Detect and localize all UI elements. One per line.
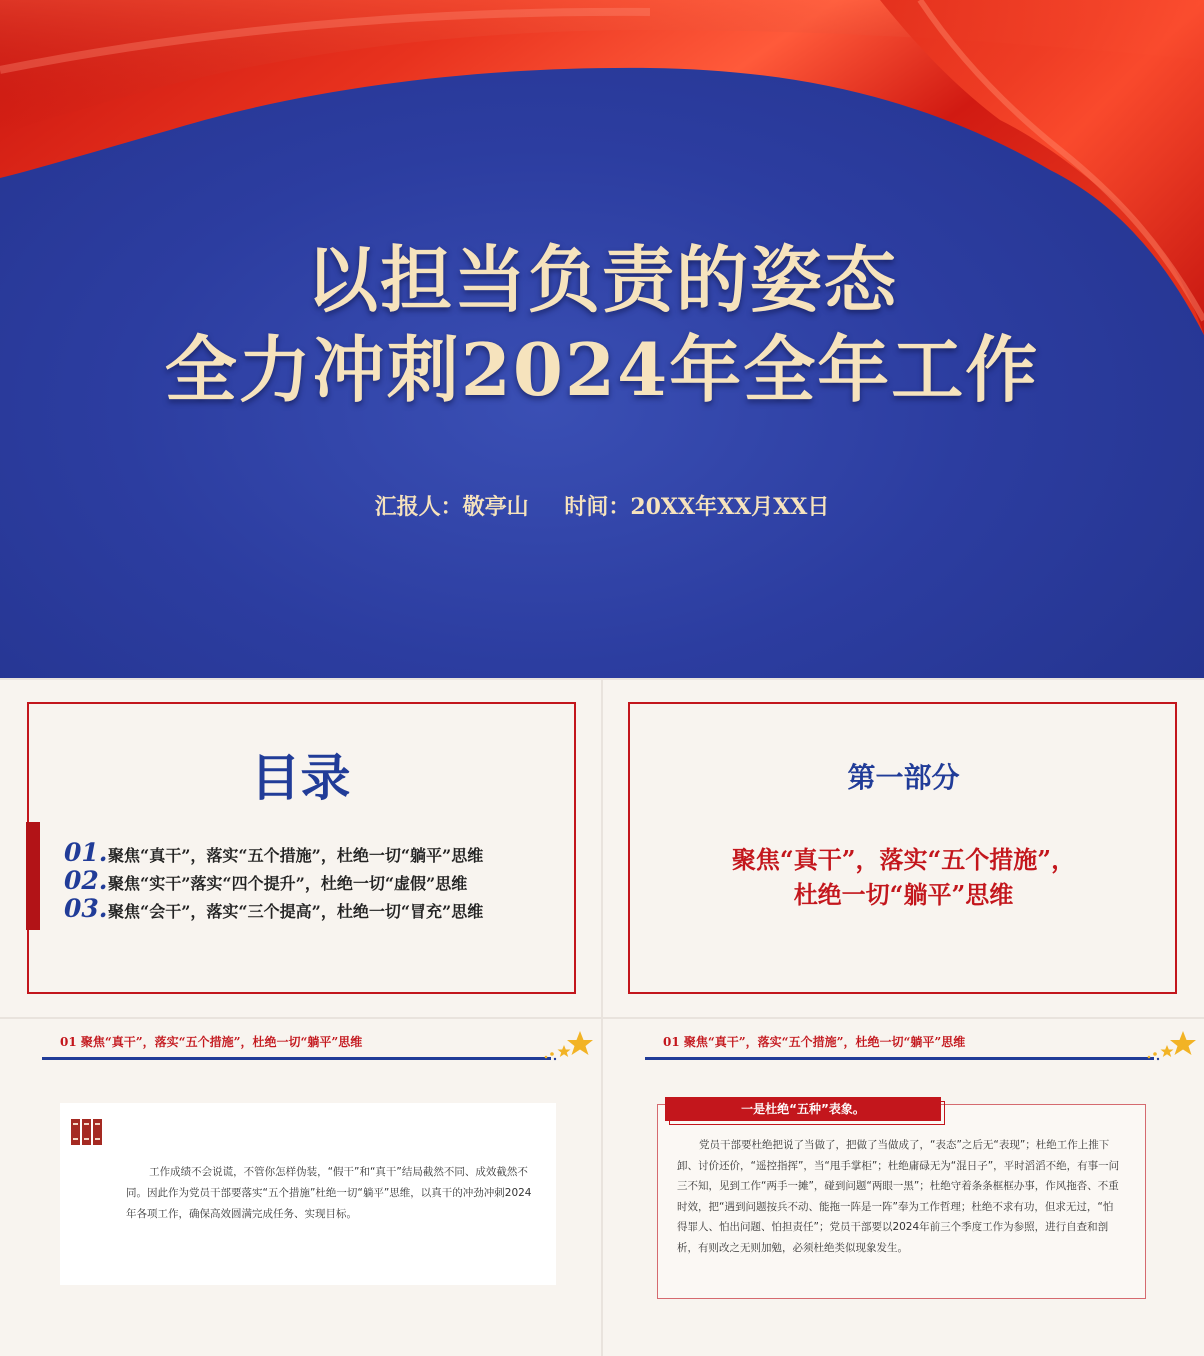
books-icon	[71, 1119, 105, 1147]
stars-icon	[540, 1029, 596, 1063]
cover-title-line1: 以担当负责的姿态	[305, 237, 898, 322]
toc-item-text: 聚焦“真干”，落实“五个措施”，杜绝一切“躺平”思维	[108, 846, 484, 865]
content-paragraph: 工作成绩不会说谎，不管你怎样伪装，“假干”和“真干”结局截然不同、成效截然不同。因此作为党员干部要落实“五个措施”杜绝一切“躺平”思维，以真干的冲劲冲刺2024年各项工作，确保高效圆满完成任务、实现目标。	[126, 1166, 532, 1220]
toc-item	[64, 894, 483, 922]
part-subtitle-line1: 聚焦“真干”，落实“五个措施”，	[731, 845, 1076, 874]
content-slide-2	[603, 1019, 1204, 1356]
toc-item	[64, 866, 483, 894]
toc-accent-bar	[26, 822, 40, 930]
toc-slide	[0, 680, 601, 1017]
slide-header: 01 聚焦“真干”，落实“五个措施”，杜绝一切“躺平”思维	[663, 1035, 966, 1049]
header-underline	[42, 1057, 551, 1060]
content-slide-1	[0, 1019, 601, 1356]
cover-meta	[0, 490, 1204, 521]
stars-icon	[1143, 1029, 1199, 1063]
toc-item-text: 聚焦“实干”落实“四个提升”，杜绝一切“虚假”思维	[108, 874, 468, 893]
date-text: 时间：20XX年XX月XX日	[564, 494, 830, 520]
toc-title: 目录	[250, 748, 351, 807]
toc-item-number: 02.	[64, 866, 108, 895]
section-tag: 一是杜绝“五种”表象。	[665, 1097, 941, 1121]
toc-item-number: 03.	[64, 894, 108, 923]
toc-item	[64, 838, 483, 866]
reporter-text: 汇报人：敬亭山	[374, 494, 529, 520]
part-title: 第一部分	[847, 761, 960, 794]
content-paragraph	[677, 1135, 1122, 1258]
part-subtitle-line2: 杜绝一切“躺平”思维	[793, 880, 1014, 909]
header-underline	[645, 1057, 1154, 1060]
slide-header: 01 聚焦“真干”，落实“五个措施”，杜绝一切“躺平”思维	[60, 1035, 363, 1049]
content-card	[60, 1103, 556, 1285]
toc-item-number: 01.	[64, 838, 108, 867]
cover-title-line2: 全力冲刺2024年全年工作	[164, 327, 1040, 412]
part-slide	[603, 680, 1204, 1017]
toc-item-text: 聚焦“会干”，落实“三个提高”，杜绝一切“冒充”思维	[108, 902, 484, 921]
toc-list	[64, 838, 483, 922]
content-paragraph-text: 党员干部要杜绝把说了当做了，把做了当做成了，“表态”之后无“表现”；杜绝工作上推下卸、讨价还价，“遥控指挥”，当“甩手掌柜”；杜绝庸碌无为“混日子”，平时滔滔不绝，有事一问三不知，见到工作“两手一摊”，碰到问题“两眼一黑”；杜绝守着条条框框办事，作风拖沓、不重时效，把“遇到问题按兵不动、能拖一阵是一阵”奉为工作哲理；杜绝不求有功，但求无过，“怕得罪人、怕出问题、怕担责任”；党员干部要以2024年前三个季度工作为参照，进行自查和剖析，有则改之无则加勉，必须杜绝类似现象发生。	[677, 1139, 1120, 1254]
